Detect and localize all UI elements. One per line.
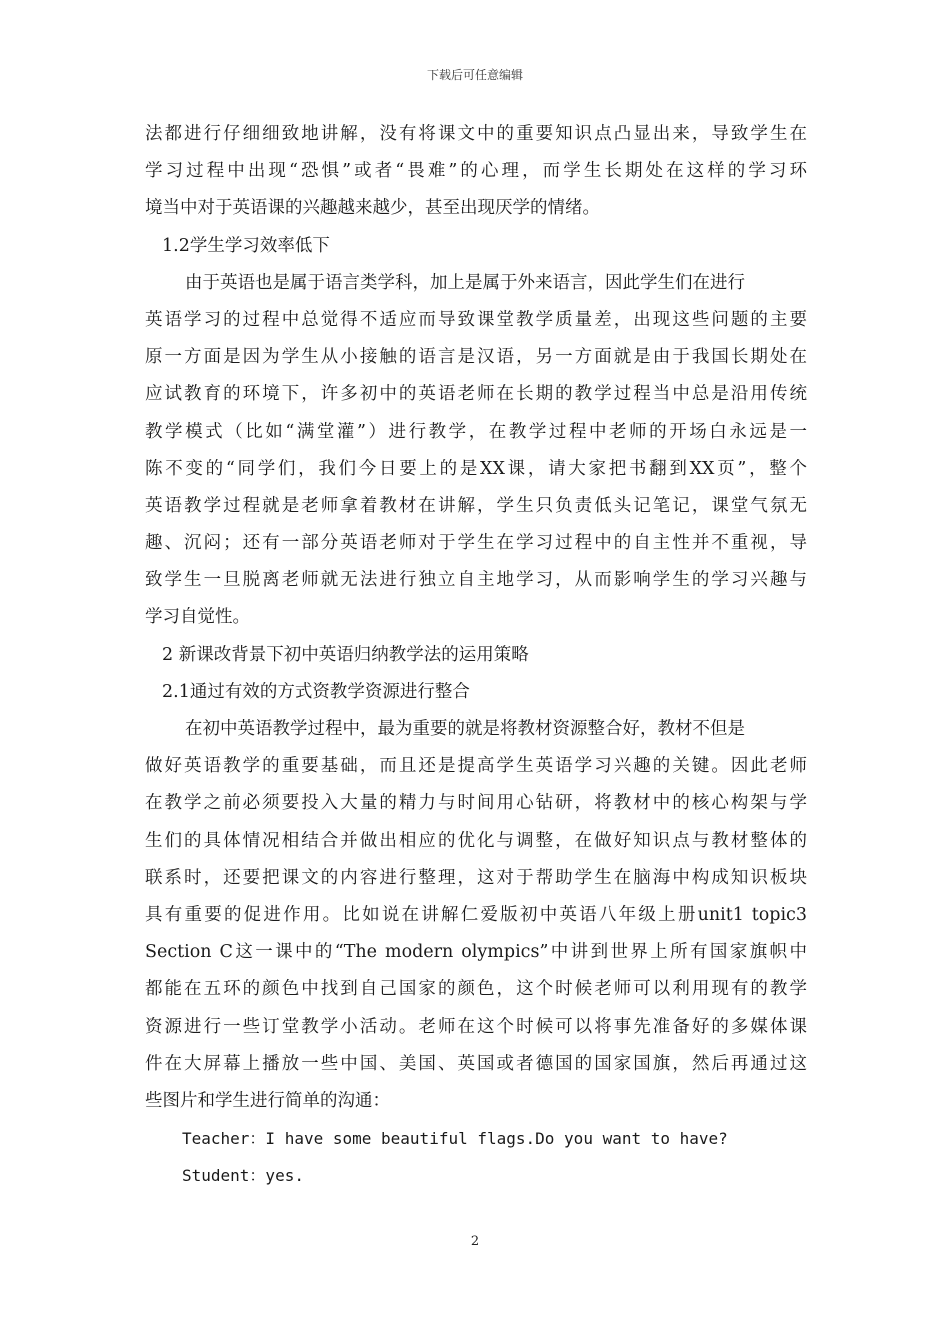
- text-line: 学习自觉性。: [145, 607, 250, 628]
- text-line: 做好英语教学的重要基础，而且还是提高学生英语学习兴趣的关键。因此老师: [145, 756, 807, 777]
- section-heading: 2.1通过有效的方式资教学资源进行整合: [162, 681, 470, 702]
- page-number: 2: [470, 1234, 480, 1249]
- text-line: 些图片和学生进行简单的沟通：: [145, 1090, 390, 1111]
- text-line: 英语学习的过程中总觉得不适应而导致课堂教学质量差，出现这些问题的主要: [145, 309, 807, 330]
- text-line: 具有重要的促进作用。比如说在讲解仁爱版初中英语八年级上册unit1 topic3: [145, 904, 807, 925]
- text-line: 陈不变的“同学们，我们今日要上的是XX课，请大家把书翻到XX页”，整个: [145, 458, 807, 479]
- text-line: 致学生一旦脱离老师就无法进行独立自主地学习，从而影响学生的学习兴趣与: [145, 570, 807, 591]
- page-header: 下载后可任意编辑: [426, 68, 523, 82]
- text-line: 由于英语也是属于语言类学科，加上是属于外来语言，因此学生们在进行: [185, 272, 745, 293]
- text-line: 英语教学过程就是老师拿着教材在讲解，学生只负责低头记笔记，课堂气氛无: [145, 495, 807, 516]
- text-line: 生们的具体情况相结合并做出相应的优化与调整，在做好知识点与教材整体的: [145, 830, 807, 851]
- text-line: 学习过程中出现“恐惧”或者“畏难”的心理，而学生长期处在这样的学习环: [145, 161, 807, 182]
- text-line: Teacher：I have some beautiful flags.Do you want to have?: [182, 1129, 728, 1149]
- text-line: 件在大屏幕上播放一些中国、美国、英国或者德国的国家国旗，然后再通过这: [145, 1053, 807, 1074]
- section-heading: 1.2学生学习效率低下: [162, 235, 330, 256]
- text-line: 原一方面是因为学生从小接触的语言是汉语，另一方面就是由于我国长期处在: [145, 347, 807, 368]
- text-line: 法都进行仔细细致地讲解，没有将课文中的重要知识点凸显出来，导致学生在: [145, 124, 807, 144]
- text-line: 都能在五环的颜色中找到自己国家的颜色，这个时候老师可以利用现有的教学: [145, 979, 807, 1000]
- document-body: [145, 116, 807, 1194]
- text-line: Student：yes.: [182, 1166, 304, 1186]
- text-line: 应试教育的环境下，许多初中的英语老师在长期的教学过程当中总是沿用传统: [145, 384, 807, 405]
- section-heading: 2 新课改背景下初中英语归纳教学法的运用策略: [162, 644, 529, 665]
- text-line: 境当中对于英语课的兴趣越来越少，甚至出现厌学的情绪。: [145, 198, 600, 219]
- text-line: 在教学之前必须要投入大量的精力与时间用心钻研，将教材中的核心构架与学: [145, 793, 807, 814]
- text-line: 趣、沉闷；还有一部分英语老师对于学生在学习过程中的自主性并不重视，导: [145, 533, 807, 554]
- text-line: 联系时，还要把课文的内容进行整理，这对于帮助学生在脑海中构成知识板块: [145, 867, 807, 888]
- text-line: 教学模式（比如“满堂灌”）进行教学，在教学过程中老师的开场白永远是一: [145, 421, 807, 442]
- text-line: Section C这一课中的“The modern olympics”中讲到世界上所有国家旗帜中: [145, 942, 807, 963]
- text-line: 资源进行一些订堂教学小活动。老师在这个时候可以将事先准备好的多媒体课: [145, 1016, 807, 1037]
- text-line: 在初中英语教学过程中，最为重要的就是将教材资源整合好，教材不但是: [185, 719, 745, 739]
